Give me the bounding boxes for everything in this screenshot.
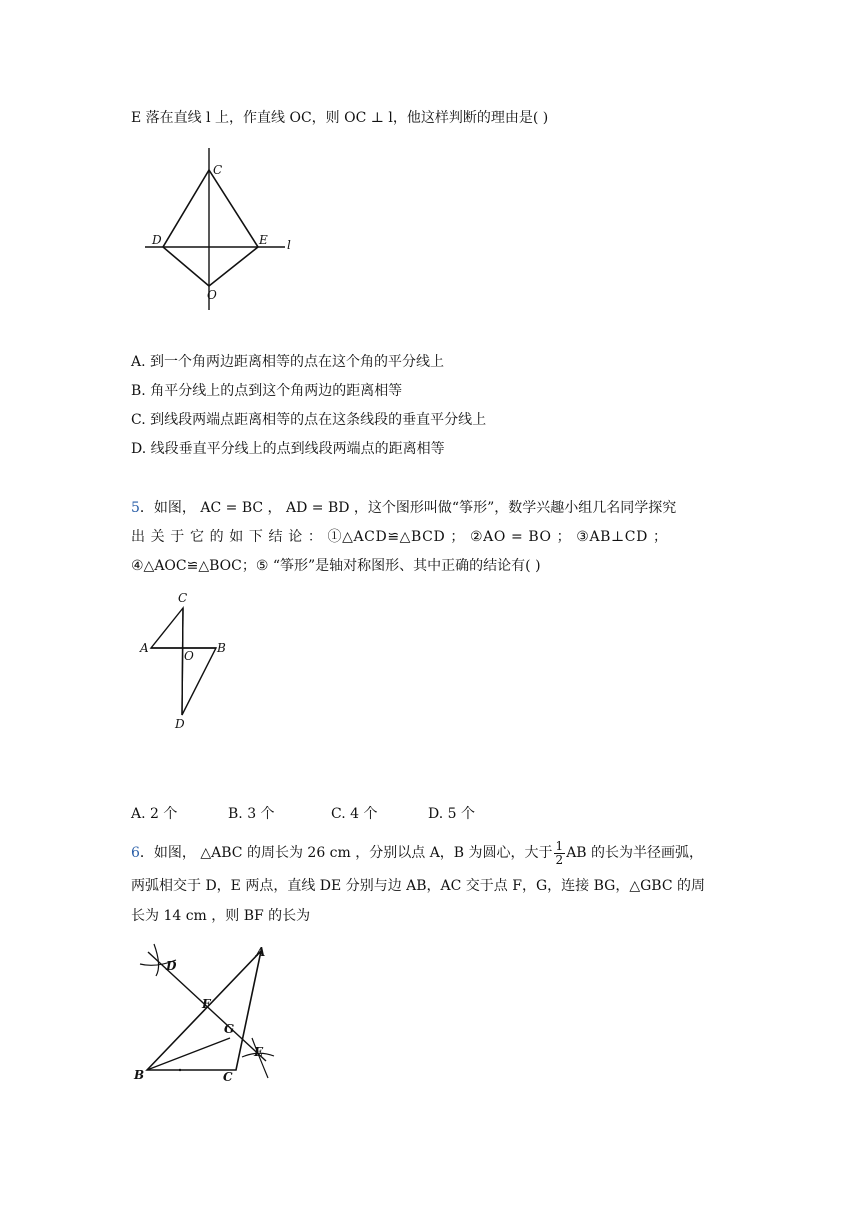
- q6-figure: [132, 942, 282, 1088]
- q5-label-d: D: [175, 717, 185, 731]
- q6-label-g: G: [224, 1022, 235, 1036]
- q6-line1-a: ．如图， △ABC 的周长为 26 cm ，分别以点 A，B 为圆心，大于: [139, 845, 553, 861]
- q6-frac-num: 1: [555, 838, 564, 853]
- q6-line2: 两弧相交于 D，E 两点，直线 DE 分别与边 AB，AC 交于点 F，G，连接 BG，△GBC 的周: [131, 878, 705, 894]
- q5-line2: 出 关 于 它 的 如 下 结 论 ： ①△ACD≌△BCD ； ②AO = BO ； ③AB⊥CD ；: [131, 529, 668, 545]
- q4-option-d: D. 线段垂直平分线上的点到线段两端点的距离相等: [131, 441, 445, 457]
- q4-label-o: O: [207, 288, 217, 302]
- q5-line1: [131, 498, 676, 518]
- q5-label-b: B: [217, 641, 226, 655]
- q5-label-c: C: [178, 591, 188, 605]
- q6-frac-den: 2: [555, 852, 564, 867]
- q4-option-b: B. 角平分线上的点到这个角两边的距离相等: [131, 383, 403, 399]
- q6-label-d: D: [166, 959, 177, 973]
- q5-option-b: B. 3 个: [228, 806, 275, 822]
- q5-option-c: C. 4 个: [331, 806, 378, 822]
- q4-stem: E 落在直线 l 上，作直线 OC，则 OC ⊥ l，他这样判断的理由是( ): [131, 110, 549, 126]
- q6-label-f: F: [202, 997, 211, 1011]
- q5-label-a: A: [140, 641, 149, 655]
- q6-number: 6: [131, 845, 140, 861]
- q6-line1-b: AB 的长为半径画弧，: [566, 845, 704, 861]
- q4-label-c: C: [213, 163, 223, 177]
- q6-label-a: A: [256, 945, 266, 959]
- q6-line1: [131, 838, 703, 868]
- q5-line1-text: ．如图， AC = BC ， AD = BD ，这个图形叫做“筝形”，数学兴趣小组几名同学探究: [139, 500, 677, 516]
- q5-line3: ④△AOC≌△BOC；⑤ “筝形”是轴对称图形、其中正确的结论有( ): [131, 558, 541, 574]
- q4-label-d: D: [152, 233, 162, 247]
- q5-number: 5: [131, 500, 140, 516]
- q4-figure: [140, 148, 300, 318]
- q4-label-e: E: [259, 233, 268, 247]
- q5-option-a: A. 2 个: [131, 806, 178, 822]
- q6-fraction: [554, 840, 566, 867]
- q6-label-e: E: [254, 1045, 264, 1059]
- q4-option-a: A. 到一个角两边距离相等的点在这个角的平分线上: [131, 354, 445, 370]
- q6-line3: 长为 14 cm ，则 BF 的长为: [131, 908, 311, 924]
- q4-label-l: l: [287, 238, 291, 252]
- q6-label-c: C: [223, 1070, 233, 1084]
- q5-figure: [138, 588, 238, 736]
- q4-option-c: C. 到线段两端点距离相等的点在这条线段的垂直平分线上: [131, 412, 487, 428]
- q6-label-b: B: [134, 1068, 145, 1082]
- q5-option-d: D. 5 个: [428, 806, 475, 822]
- q5-label-o: O: [184, 649, 194, 663]
